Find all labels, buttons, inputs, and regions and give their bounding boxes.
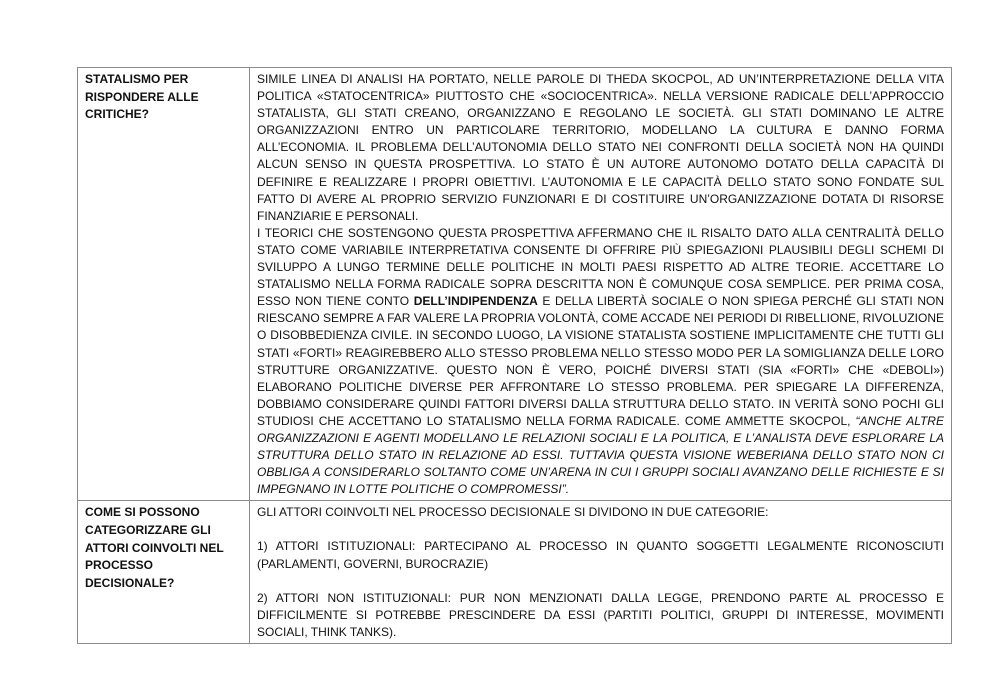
question-cell [78,501,250,644]
table-row [78,501,952,644]
italic-quote: “ANCHE ALTRE ORGANIZZAZIONI E AGENTI MODELLANO LE RELAZIONI SOCIALI E LA POLITICA, E L’ANALISTA DEVE ESPLORARE LA STRUTTURA DELLO STATO IN RELAZIONE AD ESSI. TUTTAVIA QUESTA VISIONE WEBERIANA DELLO STATO NON CI OBBLIGA A CONSIDERARLO SOLTANTO COME UN’ARENA IN CUI I GRUPPI SOCIALI AVANZANO DELLE RICHIESTE E SI IMPEGNANO IN LOTTE POLITICHE O COMPROMESSI”. [257,413,944,497]
answer-intro: GLI ATTORI COINVOLTI NEL PROCESSO DECISIONALE SI DIVIDONO IN DUE CATEGORIE: [257,505,769,520]
qa-table [77,67,952,644]
answer-text: I TEORICI CHE SOSTENGONO QUESTA PROSPETTIVA AFFERMANO CHE IL RISALTO DATO ALLA CENTRALITÀ DELLO STATO COME VARIABILE INTERPRETATIVA CONSENTE DI OFFRIRE PIÙ SPIEGAZIONI PLAUSIBILI DEGLI SCHEMI DI SVILUPPO A LUNGO TERMINE DELLE POLITICHE IN MOLTI PAESI RISPETTO AD ALTRE TEORIE. ACCETTARE LO STATALISMO NELLA FORMA RADICALE SOPRA DESCRITTA NON È COMUNQUE COSA SEMPLICE. PER PRIMA COSA, ESSO NON TIENE CONTO [257,225,944,309]
answer-cell [250,501,952,644]
answer-paragraph: SIMILE LINEA DI ANALISI HA PORTATO, NELLE PAROLE DI THEDA SKOCPOL, AD UN’INTERPRETAZIONE DELLA VITA POLITICA «STATOCENTRICA» PIUTTOSTO CHE «SOCIOCENTRICA». NELLA VERSIONE RADICALE DELL’APPROCCIO STATALISTA, GLI STATI CREANO, ORGANIZZANO E REGOLANO LE SOCIETÀ. GLI STATI DOMINANO LE ALTRE ORGANIZZAZIONI ENTRO UN PARTICOLARE TERRITORIO, MODELLANO LA CULTURA E DANNO FORMA ALL’ECONOMIA. IL PROBLEMA DELL’AUTONOMIA DELLO STATO NEI CONFRONTI DELLA SOCIETÀ NON HA QUINDI ALCUN SENSO IN QUESTA PROSPETTIVA. LO STATO È UN AUTORE AUTONOMO DOTATO DELLA CAPACITÀ DI DEFINIRE E REALIZZARE I PROPRI OBIETTIVI. L’AUTONOMIA E LE CAPACITÀ DELLO STATO SONO FONDATE SUL FATTO DI AVERE AL PROPRIO SERVIZIO FUNZIONARI E DI COSTITUIRE UN’ORGANIZZAZIONE DOTATA DI RISORSE FINANZIARIE E PERSONALI. [257,72,944,223]
spacer [257,521,944,538]
answer-cell [250,68,952,501]
question-text: COME SI POSSONO CATEGORIZZARE GLI ATTORI COINVOLTI NEL PROCESSO DECISIONALE? [85,505,224,590]
question-cell [78,68,250,501]
bold-term: DELL’INDIPENDENZA [413,294,538,309]
answer-paragraph [257,225,944,499]
answer-text: E DELLA LIBERTÀ SOCIALE O NON SPIEGA PERCHÉ GLI STATI NON RIESCANO SEMPRE A FAR VALERE LA PROPRIA VOLONTÀ, COME ACCADE NEI PERIODI DI RIBELLIONE, RIVOLUZIONE O DISOBBEDIENZA CIVILE. IN SECONDO LUOGO, LA VISIONE STATALISTA SOSTIENE IMPLICITAMENTE CHE TUTTI GLI STATI «FORTI» REAGIREBBERO ALLO STESSO PROBLEMA NELLO STESSO MODO PER LA SOMIGLIANZA DELLE LORO STRUTTURE ORGANIZZATIVE. QUESTO NON È VERO, POICHÉ DIVERSI STATI (SIA «FORTI» CHE «DEBOLI») ELABORANO POLITICHE DIVERSE PER AFFRONTARE LO STESSO PROBLEMA. PER SPIEGARE LA DIFFERENZA, DOBBIAMO CONSIDERARE QUINDI FATTORI DIVERSI DALLA STRUTTURA DELLO STATO. IN VERITÀ SONO POCHI GLI STUDIOSI CHE ACCETTANO LO STATALISMO NELLA FORMA RADICALE. COME AMMETTE SKOCPOL, [257,294,945,428]
spacer [257,573,944,590]
answer-list-item: 1) ATTORI ISTITUZIONALI: PARTECIPANO AL PROCESSO IN QUANTO SOGGETTI LEGALMENTE RICONOSCIUTI (PARLAMENTI, GOVERNI, BUROCRAZIE) [257,539,944,571]
table-row [78,68,952,501]
question-text: STATALISMO PER RISPONDERE ALLE CRITICHE? [85,72,199,122]
answer-list-item: 2) ATTORI NON ISTITUZIONALI: PUR NON MENZIONATI DALLA LEGGE, PRENDONO PARTE AL PROCESSO E DIFFICILMENTE SI POTREBBE PRESCINDERE DA ESSI (PARTITI POLITICI, GRUPPI DI INTERESSE, MOVIMENTI SOCIALI, THINK TANKS). [257,590,944,639]
